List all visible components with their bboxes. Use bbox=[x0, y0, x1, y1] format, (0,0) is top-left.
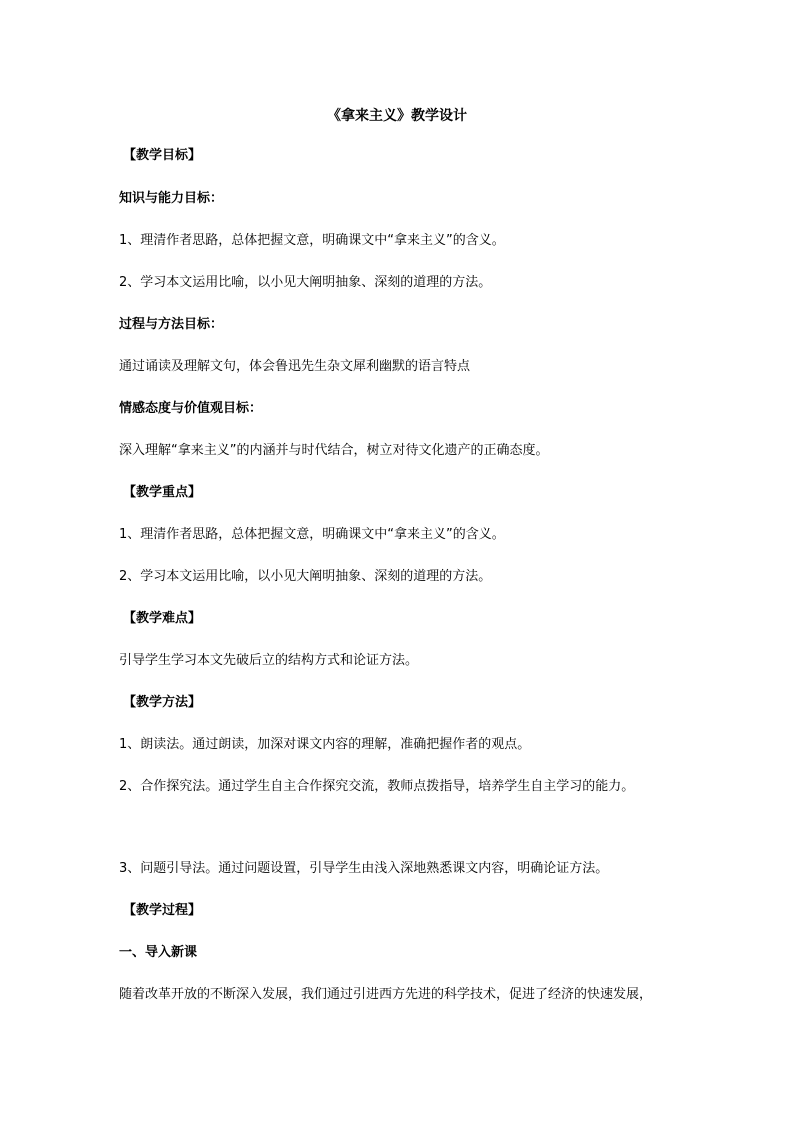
section-heading-key-points: 【教学重点】 bbox=[123, 485, 202, 500]
method-item-2: 2、合作探究法。通过学生自主合作探究交流，教师点拨指导，培养学生自主学习的能力。 bbox=[119, 779, 635, 794]
section-heading-difficulties: 【教学难点】 bbox=[123, 611, 202, 626]
section-heading-methods: 【教学方法】 bbox=[123, 695, 202, 710]
method-item-3: 3、问题引导法。通过问题设置，引导学生由浅入深地熟悉课文内容，明确论证方法。 bbox=[119, 861, 609, 876]
introduction-text: 随着改革开放的不断深入发展，我们通过引进西方先进的科学技术，促进了经济的快速发展， bbox=[119, 987, 653, 1002]
key-point-item-2: 2、学习本文运用比喻，以小见大阐明抽象、深刻的道理的方法。 bbox=[119, 569, 492, 584]
subheading-emotion-values: 情感态度与价值观目标： bbox=[119, 401, 263, 416]
subheading-process-method: 过程与方法目标： bbox=[119, 317, 224, 332]
key-point-item-1: 1、理清作者思路，总体把握文意，明确课文中“拿来主义”的含义。 bbox=[119, 527, 505, 542]
method-item-1: 1、朗读法。通过朗读，加深对课文内容的理解，准确把握作者的观点。 bbox=[119, 737, 531, 752]
objective-item-1: 1、理清作者思路，总体把握文意，明确课文中“拿来主义”的含义。 bbox=[119, 233, 505, 248]
emotion-values-text: 深入理解“拿来主义”的内涵并与时代结合，树立对待文化遗产的正确态度。 bbox=[119, 443, 549, 458]
document-title: 《拿来主义》教学设计 bbox=[327, 108, 467, 124]
objective-item-2: 2、学习本文运用比喻，以小见大阐明抽象、深刻的道理的方法。 bbox=[119, 275, 492, 290]
process-method-text: 通过诵读及理解文句，体会鲁迅先生杂文犀利幽默的语言特点 bbox=[119, 359, 471, 374]
section-heading-objectives: 【教学目标】 bbox=[123, 148, 202, 163]
subheading-knowledge-ability: 知识与能力目标： bbox=[119, 191, 224, 206]
subheading-introduction: 一、导入新课 bbox=[119, 945, 198, 960]
difficulty-text: 引导学生学习本文先破后立的结构方式和论证方法。 bbox=[119, 653, 419, 668]
section-heading-process: 【教学过程】 bbox=[123, 903, 202, 918]
